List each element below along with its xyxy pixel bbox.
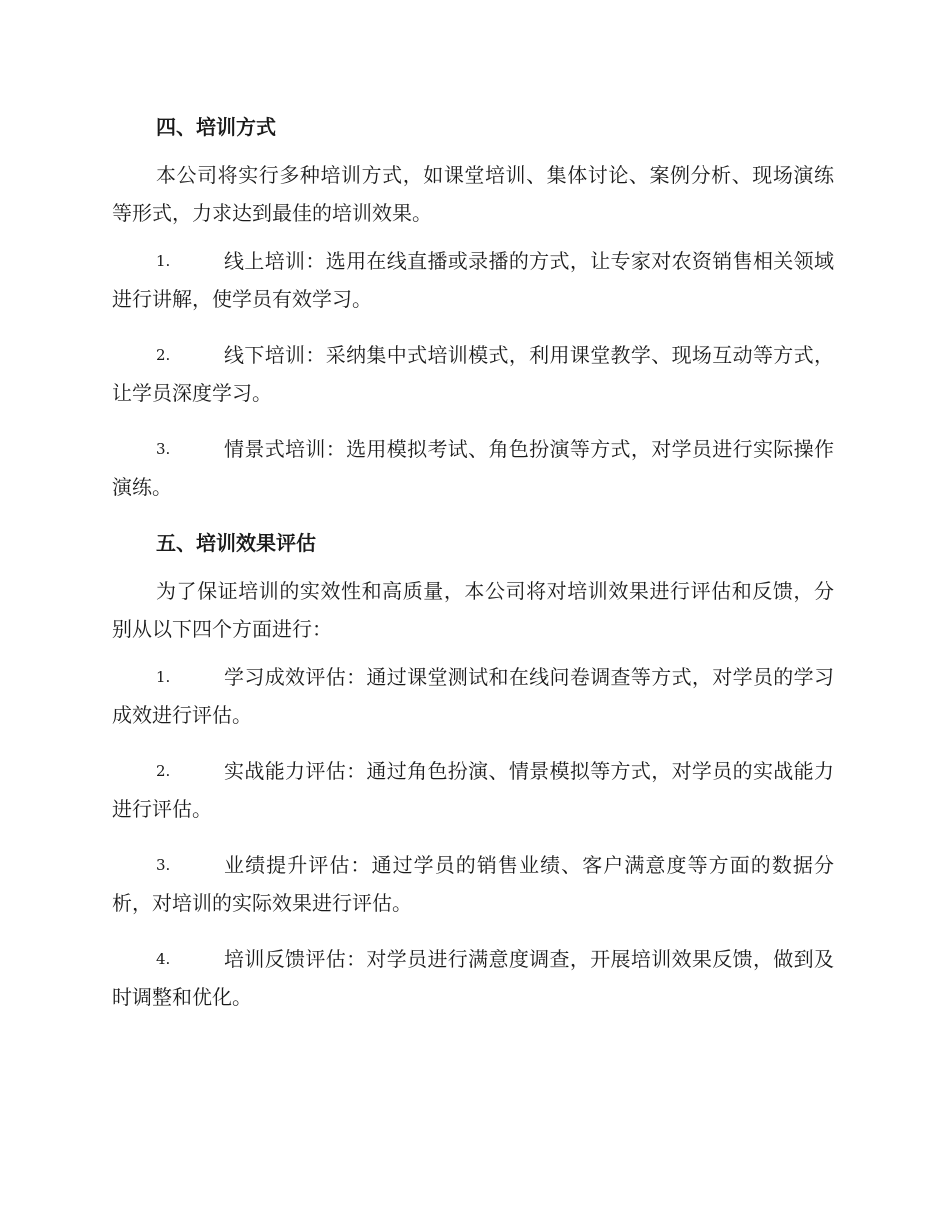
section-heading-evaluation: 五、培训效果评估 (156, 531, 316, 555)
list-item-text: 业绩提升评估：通过学员的销售业绩、客户满意度等方面的数据分析，对培训的实际效果进行评估。 (112, 853, 834, 915)
paragraph-evaluation-intro: 为了保证培训的实效性和高质量，本公司将对培训效果进行评估和反馈，分别从以下四个方面进行： (112, 579, 834, 641)
list-item (112, 430, 834, 506)
list-number: 1. (156, 252, 171, 270)
list-item-text: 线上培训：选用在线直播或录播的方式，让专家对农资销售相关领域进行讲解，使学员有效学习。 (112, 249, 834, 311)
list-item-text: 实战能力评估：通过角色扮演、情景模拟等方式，对学员的实战能力进行评估。 (112, 759, 834, 821)
list-number: 2. (156, 346, 171, 364)
list-number: 3. (156, 856, 171, 874)
list-number: 1. (156, 668, 171, 686)
list-item (112, 242, 834, 318)
paragraph-training-methods-intro: 本公司将实行多种培训方式，如课堂培训、集体讨论、案例分析、现场演练等形式，力求达到最佳的培训效果。 (112, 163, 834, 225)
list-number: 2. (156, 762, 171, 780)
list-item-text: 培训反馈评估：对学员进行满意度调查，开展培训效果反馈，做到及时调整和优化。 (112, 947, 834, 1009)
list-item (112, 658, 834, 734)
list-number: 4. (156, 950, 171, 968)
list-number: 3. (156, 440, 171, 458)
list-item (112, 752, 834, 828)
list-item-text: 学习成效评估：通过课堂测试和在线问卷调查等方式，对学员的学习成效进行评估。 (112, 665, 834, 727)
document-page (112, 108, 834, 1034)
list-item-text: 线下培训：采纳集中式培训模式，利用课堂教学、现场互动等方式，让学员深度学习。 (112, 343, 834, 405)
list-item-text: 情景式培训：选用模拟考试、角色扮演等方式，对学员进行实际操作演练。 (112, 437, 834, 499)
list-item (112, 846, 834, 922)
list-item (112, 940, 834, 1016)
list-item (112, 336, 834, 412)
section-heading-training-methods: 四、培训方式 (156, 115, 276, 139)
